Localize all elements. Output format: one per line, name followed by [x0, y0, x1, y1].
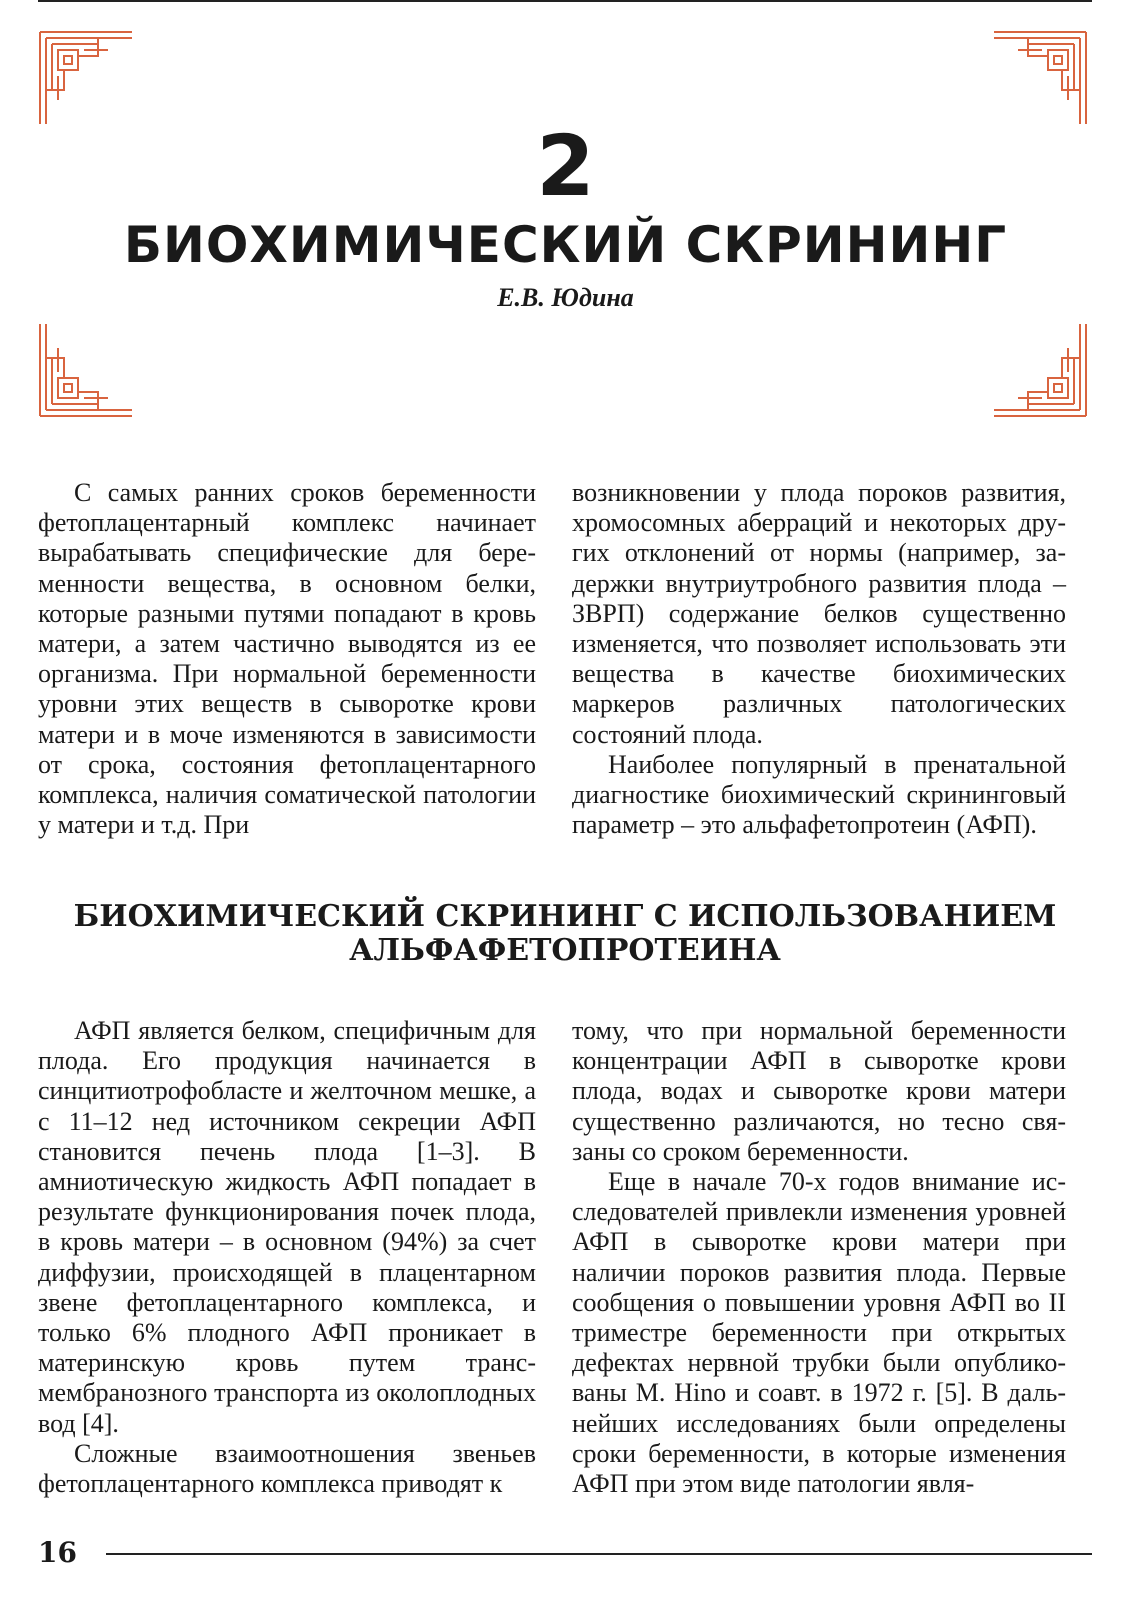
paragraph: тому, что при нормальной беременности концентрации АФП в сыворотке крови плода, водах и сыворотке крови матери существенно различаются, но тесно связаны со сроком беременности.: [572, 1016, 1066, 1166]
section1-left-column: [38, 478, 536, 840]
section-heading-line: АЛЬФАФЕТОПРОТЕИНА: [349, 933, 781, 968]
paragraph: Наиболее популярный в пренатальной диагностике биохимический скрининговый параметр – это альфафетопротеин (АФП).: [572, 749, 1066, 840]
paragraph: АФП является белком, специфичным для плода. Его продукция начинается в синцитиотрофобласте и желточном мешке, а с 11–12 нед источником секреции АФП становится печень плода [1–3]. В амниотическую жидкость АФП попадает в результате функционирования почек плода, в кровь матери – в основном (94%) за счет диффузии, происходящей в плацентарном звене фетоплацентарного комплекса, и только 6% плодного АФП проникает в материнскую кровь путем трансмембранозного транспорта из околоплодных вод [4].: [38, 1016, 536, 1438]
paragraph: возникновении у плода пороков развития, хромосомных аберраций и некоторых других отклонений от нормы (например, задержки внутриутробного развития плода – ЗВРП) содержание белков существенно изменяется, что позволяет использовать эти вещества в качестве биохимических маркеров различных патологических состояний плода.: [572, 478, 1066, 749]
chapter-author: Е.В. Юдина: [497, 283, 634, 312]
chapter-number: 2: [536, 117, 595, 215]
section1-right-column: [572, 478, 1066, 840]
chapter-title: БИОХИМИЧЕСКИЙ СКРИНИНГ: [123, 216, 1008, 274]
corner-ornament-top-right: [992, 30, 1088, 126]
corner-ornament-bottom-left: [38, 322, 134, 418]
page-number: 16: [38, 1536, 77, 1569]
corner-ornament-bottom-right: [992, 322, 1088, 418]
section-heading-line: БИОХИМИЧЕСКИЙ СКРИНИНГ С ИСПОЛЬЗОВАНИЕМ: [73, 899, 1057, 934]
section-heading: [38, 900, 1092, 968]
paragraph: Еще в начале 70-х годов внимание исследователей привлекли изменения уровней АФП в сыворотке крови матери при наличии пороков развития плода. Первые сообщения о повышении уровня АФП во II триместре беременности при открытых дефектах нервной трубки были опубликованы M. Hino и соавт. в 1972 г. [5]. В дальнейших исследованиях были определены сроки беременности, в которые изменения АФП при этом виде патологии явля-: [572, 1167, 1066, 1499]
corner-ornament-top-left: [38, 30, 134, 126]
paragraph: С самых ранних сроков беременности фетоплацентарный комплекс начинает вырабатывать специфические для беременности вещества, в основном белки, которые разными путями попадают в кровь матери, а затем частично выводятся из ее организма. При нормальной беременности уровни этих веществ в сыворотке крови матери и в моче изменяются в зависимости от срока, состояния фетоплацентарного комплекса, наличия соматической патологии у матери и т.д. При: [38, 478, 536, 840]
paragraph: Сложные взаимоотношения звеньев фетоплацентарного комплекса приводят к: [38, 1438, 536, 1499]
section2-right-column: [572, 1016, 1066, 1499]
section2-left-column: [38, 1016, 536, 1499]
top-rule: [38, 0, 1092, 2]
bottom-rule: [106, 1553, 1092, 1555]
